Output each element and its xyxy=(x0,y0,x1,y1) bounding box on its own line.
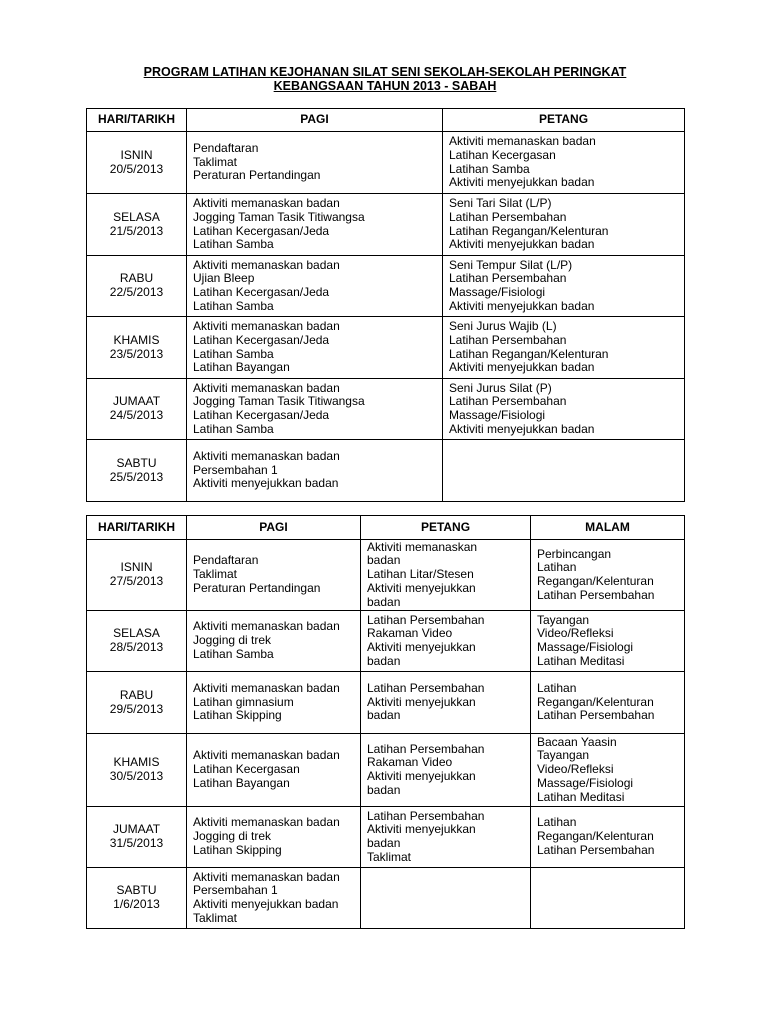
day-name: KHAMIS xyxy=(113,755,160,770)
petang-cell: Seni Tari Silat (L/P) Latihan Persembahan Latihan Regangan/Kelenturan Aktiviti menyejukkan badan xyxy=(443,194,685,256)
table-row xyxy=(87,194,685,256)
table-row xyxy=(87,868,685,929)
schedule-table-week-1 xyxy=(86,108,685,502)
day-cell xyxy=(87,868,187,929)
day-date: 24/5/2013 xyxy=(109,408,164,422)
day-cell xyxy=(87,611,187,672)
header-petang: PETANG xyxy=(443,109,685,132)
malam-cell xyxy=(531,868,685,929)
day-date: 1/6/2013 xyxy=(113,897,160,911)
title-line-2: KEBANGSAAN TAHUN 2013 - SABAH xyxy=(273,79,497,93)
day-cell xyxy=(87,256,187,317)
pagi-cell: Pendaftaran Taklimat Peraturan Pertandingan xyxy=(187,132,443,194)
table-row xyxy=(87,440,685,502)
pagi-cell: Aktiviti memanaskan badan Persembahan 1 Aktiviti menyejukkan badan Taklimat xyxy=(187,868,361,929)
day-cell xyxy=(87,194,187,256)
malam-cell: Latihan Regangan/Kelenturan Latihan Persembahan xyxy=(531,672,685,734)
table-row xyxy=(87,672,685,734)
title-line-1: PROGRAM LATIHAN KEJOHANAN SILAT SENI SEKOLAH-SEKOLAH PERINGKAT xyxy=(143,65,627,79)
day-cell xyxy=(87,440,187,502)
pagi-cell: Aktiviti memanaskan badan Ujian Bleep Latihan Kecergasan/Jeda Latihan Samba xyxy=(187,256,443,317)
day-cell xyxy=(87,807,187,868)
day-name: RABU xyxy=(119,271,154,286)
header-petang: PETANG xyxy=(361,516,531,540)
day-cell xyxy=(87,540,187,611)
malam-cell: Tayangan Video/Refleksi Massage/Fisiologi Latihan Meditasi xyxy=(531,611,685,672)
day-name: ISNIN xyxy=(120,147,153,162)
pagi-cell: Aktiviti memanaskan badan Latihan Kecergasan Latihan Bayangan xyxy=(187,734,361,807)
header-malam: MALAM xyxy=(531,516,685,540)
header-row xyxy=(87,516,685,540)
petang-cell xyxy=(443,440,685,502)
petang-cell: Latihan Persembahan Aktiviti menyejukkan badan Taklimat xyxy=(361,807,531,868)
pagi-cell: Aktiviti memanaskan badan Latihan gimnasium Latihan Skipping xyxy=(187,672,361,734)
day-date: 21/5/2013 xyxy=(109,223,164,238)
day-cell xyxy=(87,734,187,807)
document-title xyxy=(85,65,685,93)
day-name: KHAMIS xyxy=(113,332,160,347)
petang-cell: Latihan Persembahan Rakaman Video Aktiviti menyejukkan badan xyxy=(361,611,531,672)
petang-cell: Aktiviti memanaskan badan Latihan Kecergasan Latihan Samba Aktiviti menyejukkan badan xyxy=(443,132,685,194)
day-date: 27/5/2013 xyxy=(109,574,164,588)
pagi-cell: Aktiviti memanaskan badan Latihan Kecergasan/Jeda Latihan Samba Latihan Bayangan xyxy=(187,317,443,379)
day-name: SELASA xyxy=(113,209,160,224)
day-cell xyxy=(87,672,187,734)
day-date: 25/5/2013 xyxy=(109,469,164,484)
table-row xyxy=(87,540,685,611)
schedule-table-week-2 xyxy=(86,515,685,929)
day-name: SELASA xyxy=(113,626,160,641)
day-date: 22/5/2013 xyxy=(109,285,164,299)
pagi-cell: Pendaftaran Taklimat Peraturan Pertandingan xyxy=(187,540,361,611)
table-row xyxy=(87,256,685,317)
table-row xyxy=(87,734,685,807)
table-row xyxy=(87,611,685,672)
pagi-cell: Aktiviti memanaskan badan Persembahan 1 Aktiviti menyejukkan badan xyxy=(187,440,443,502)
day-cell xyxy=(87,379,187,440)
petang-cell: Latihan Persembahan Aktiviti menyejukkan badan xyxy=(361,672,531,734)
day-cell xyxy=(87,132,187,194)
day-date: 28/5/2013 xyxy=(109,640,164,654)
pagi-cell: Aktiviti memanaskan badan Jogging Taman Tasik Titiwangsa Latihan Kecergasan/Jeda Latihan Samba xyxy=(187,379,443,440)
day-date: 29/5/2013 xyxy=(109,701,164,716)
day-cell xyxy=(87,317,187,379)
header-hari-tarikh: HARI/TARIKH xyxy=(87,516,187,540)
day-name: SABTU xyxy=(116,883,157,898)
day-name: JUMAAT xyxy=(112,394,161,409)
day-date: 30/5/2013 xyxy=(109,769,164,783)
pagi-cell: Aktiviti memanaskan badan Jogging di trek Latihan Skipping xyxy=(187,807,361,868)
day-name: JUMAAT xyxy=(112,822,161,837)
petang-cell: Latihan Persembahan Rakaman Video Aktiviti menyejukkan badan xyxy=(361,734,531,807)
day-name: SABTU xyxy=(116,455,157,470)
header-row xyxy=(87,109,685,132)
table-row xyxy=(87,132,685,194)
day-name: ISNIN xyxy=(120,560,153,575)
petang-cell: Seni Jurus Wajib (L) Latihan Persembahan Latihan Regangan/Kelenturan Aktiviti menyejukkan badan xyxy=(443,317,685,379)
malam-cell: Bacaan Yaasin Tayangan Video/Refleksi Massage/Fisiologi Latihan Meditasi xyxy=(531,734,685,807)
day-date: 20/5/2013 xyxy=(109,161,164,176)
day-name: RABU xyxy=(119,687,154,702)
day-date: 23/5/2013 xyxy=(109,346,164,361)
petang-cell: Seni Jurus Silat (P) Latihan Persembahan Massage/Fisiologi Aktiviti menyejukkan badan xyxy=(443,379,685,440)
header-pagi: PAGI xyxy=(187,516,361,540)
pagi-cell: Aktiviti memanaskan badan Jogging Taman Tasik Titiwangsa Latihan Kecergasan/Jeda Latihan Samba xyxy=(187,194,443,256)
pagi-cell: Aktiviti memanaskan badan Jogging di trek Latihan Samba xyxy=(187,611,361,672)
petang-cell: Seni Tempur Silat (L/P) Latihan Persembahan Massage/Fisiologi Aktiviti menyejukkan badan xyxy=(443,256,685,317)
header-hari-tarikh: HARI/TARIKH xyxy=(87,109,187,132)
petang-cell xyxy=(361,868,531,929)
petang-cell: Aktiviti memanaskan badan Latihan Litar/Stesen Aktiviti menyejukkan badan xyxy=(361,540,531,611)
table-row xyxy=(87,317,685,379)
table-row xyxy=(87,807,685,868)
malam-cell: Perbincangan Latihan Regangan/Kelenturan Latihan Persembahan xyxy=(531,540,685,611)
table-row xyxy=(87,379,685,440)
malam-cell: Latihan Regangan/Kelenturan Latihan Persembahan xyxy=(531,807,685,868)
day-date: 31/5/2013 xyxy=(109,836,164,850)
header-pagi: PAGI xyxy=(187,109,443,132)
